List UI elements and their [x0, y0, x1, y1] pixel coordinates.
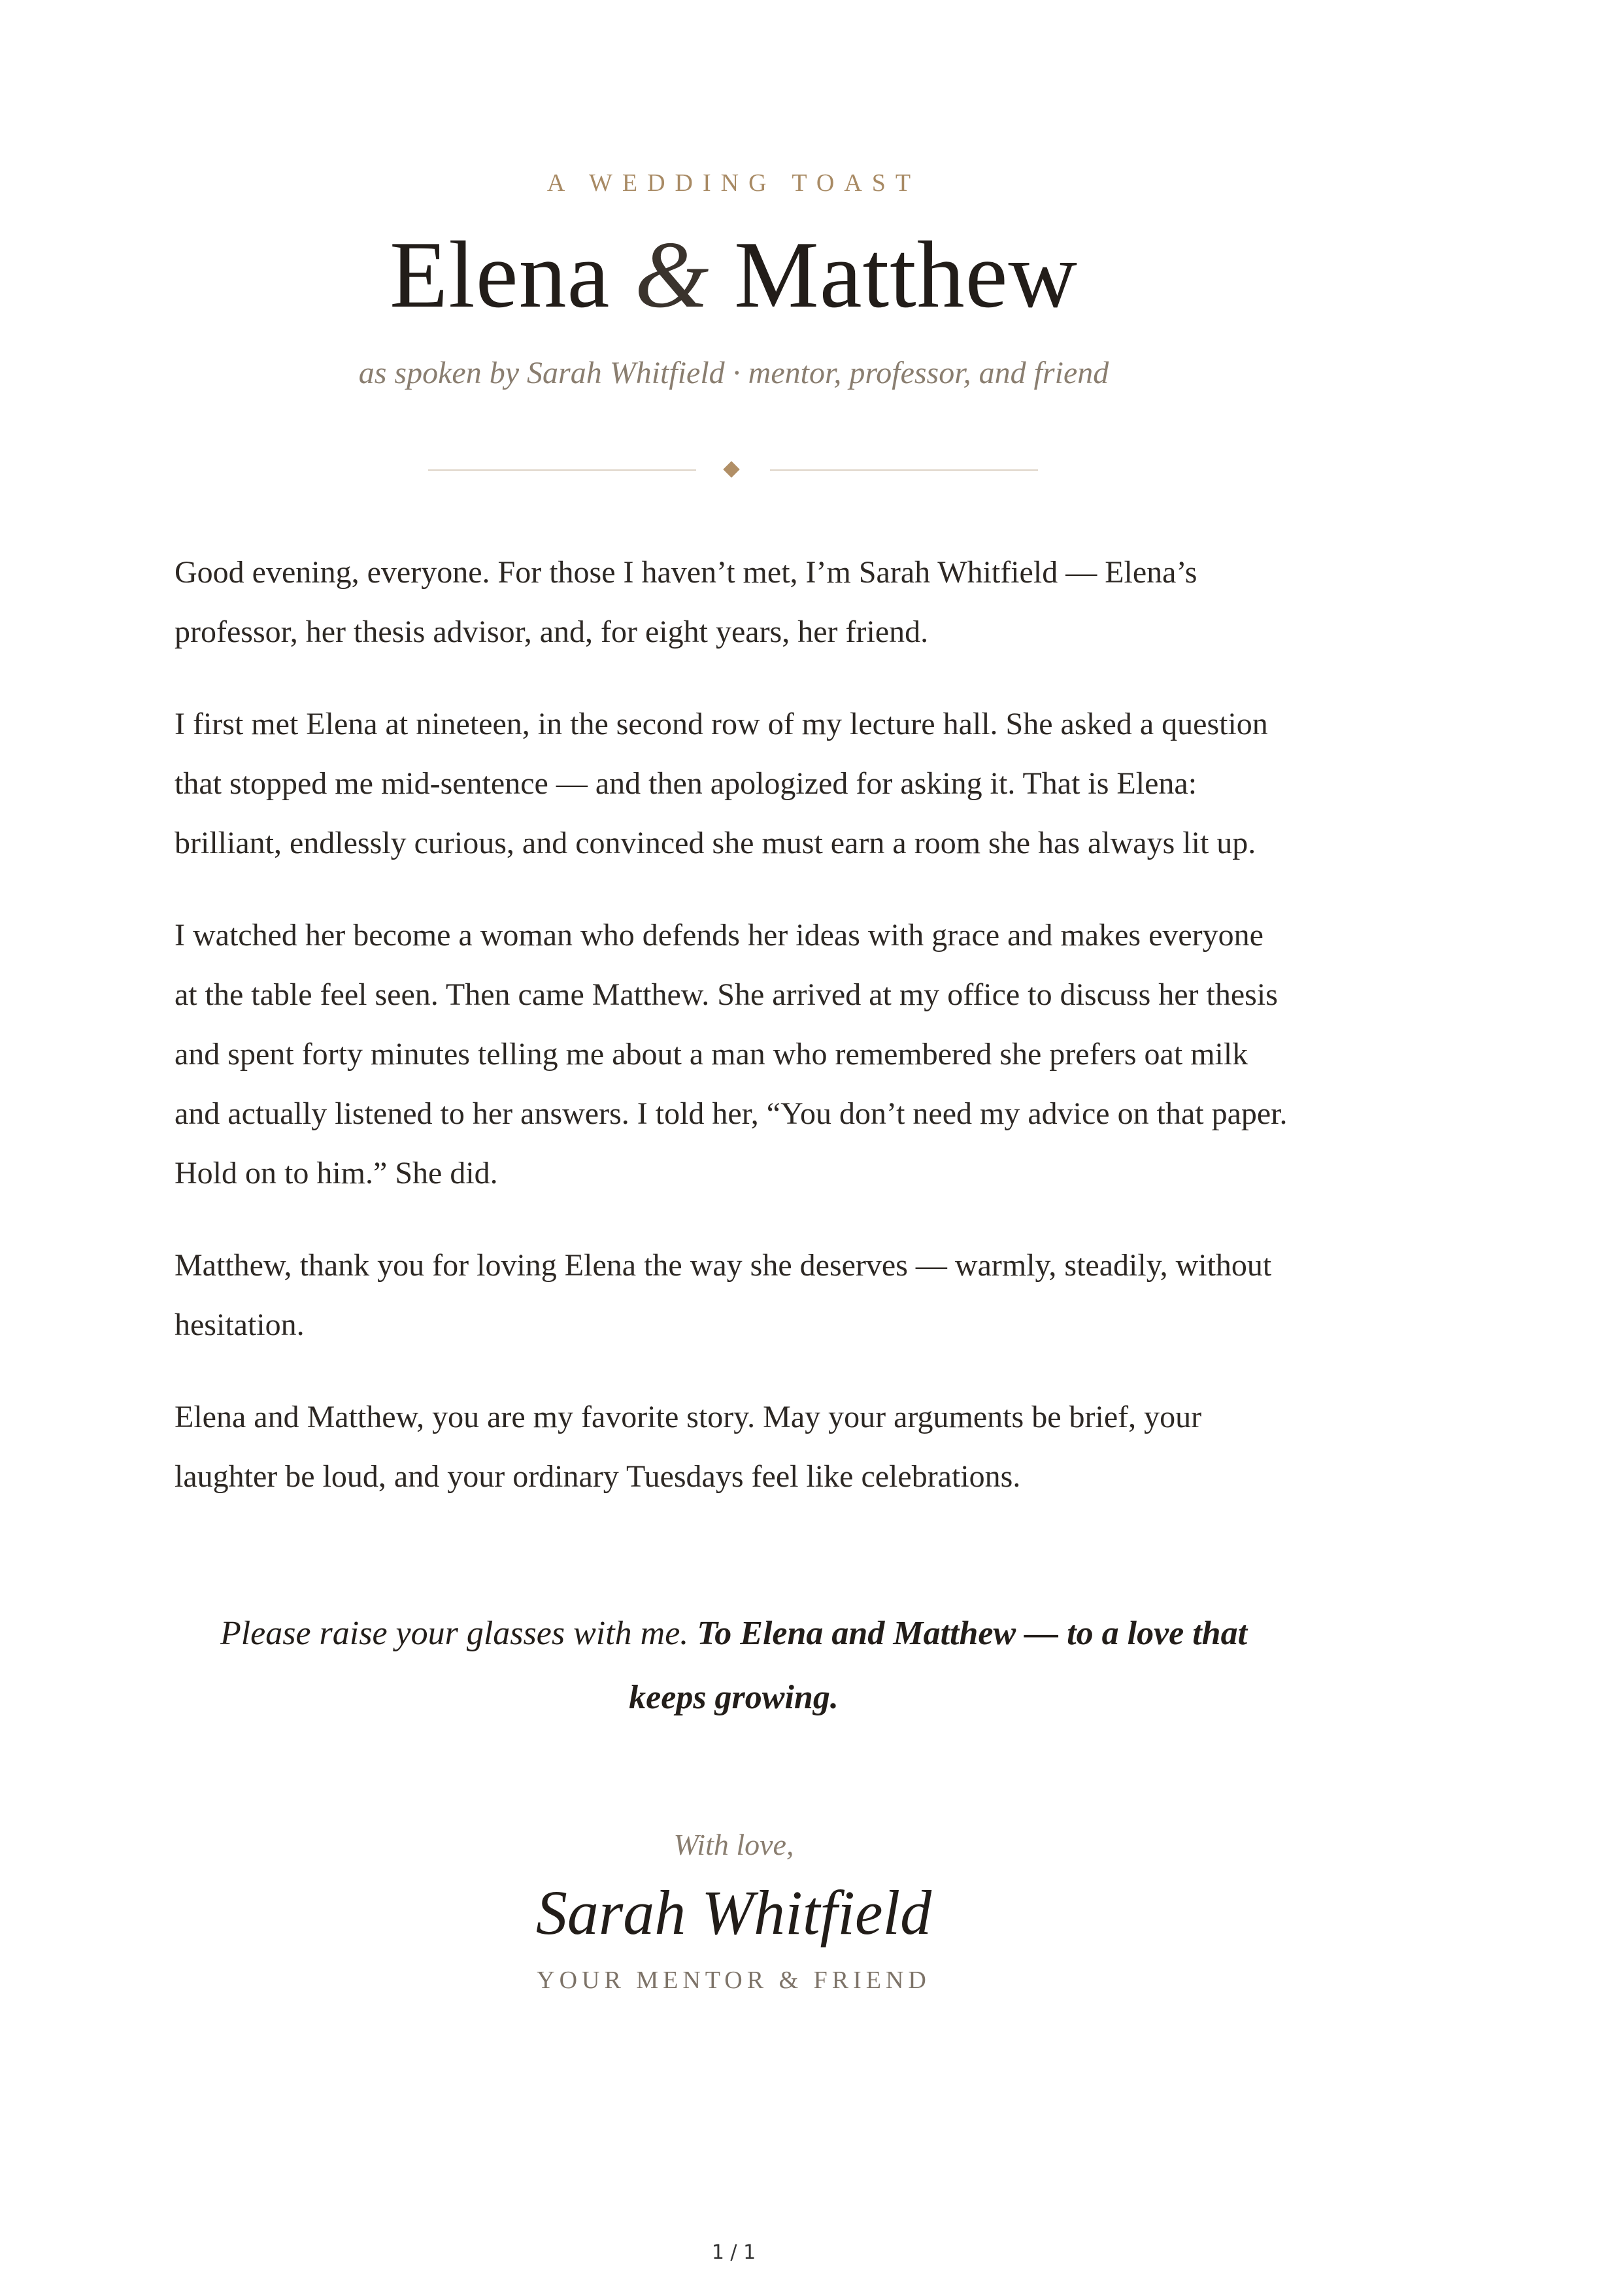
diamond-ornament-icon — [723, 461, 739, 477]
paragraph: Elena and Matthew, you are my favorite story. May your arguments be brief, your laughter be loud, and your ordinary Tuesdays feel like celebrations. — [175, 1400, 1202, 1494]
eyebrow-label: A WEDDING TOAST — [546, 169, 921, 197]
page-title — [0, 216, 1467, 333]
paragraph: I first met Elena at nineteen, in the second row of my lecture hall. She asked a question that stopped me mid-sentence — and then apologized for asking it. That is Elena: brilliant, endlessly curious, and convinced she must earn a room she has always lit up. — [175, 707, 1268, 860]
toast-line: To Elena and Matthew — to a love that keeps growing. — [629, 1615, 1248, 1716]
signature-role: YOUR MENTOR & FRIEND — [537, 1967, 931, 1994]
raise-intro: Please raise your glasses with me. — [220, 1615, 689, 1652]
closing-salutation: With love, — [673, 1828, 794, 1861]
divider-right-rule — [770, 469, 1038, 471]
divider-left-rule — [428, 469, 696, 471]
paragraph: I watched her become a woman who defends her ideas with grace and makes everyone at the table feel seen. Then came Matthew. She arrived at my office to discuss her thesis and spent forty minutes telling me about a man who remembered she prefers oat milk and actually listened to her answers. I told her, “You don’t need my advice on that paper. Hold on to him.” She did. — [175, 918, 1288, 1190]
title-name-matthew: Matthew — [733, 222, 1078, 328]
title-name-elena: Elena — [390, 222, 611, 328]
toast-body — [175, 543, 1294, 1539]
signature-name: Sarah Whitfield — [535, 1878, 932, 1948]
paragraph: Good evening, everyone. For those I haven’t met, I’m Sarah Whitfield — Elena’s professor, her thesis advisor, and, for eight years, her friend. — [175, 555, 1197, 649]
title-ampersand: & — [634, 222, 710, 328]
paragraph: Matthew, thank you for loving Elena the way she deserves — warmly, steadily, without hesitation. — [175, 1248, 1272, 1342]
byline: as spoken by Sarah Whitfield · mentor, professor, and friend — [358, 356, 1109, 390]
page-number: 1 / 1 — [711, 2241, 756, 2264]
raise-glasses-line — [196, 1602, 1271, 1730]
